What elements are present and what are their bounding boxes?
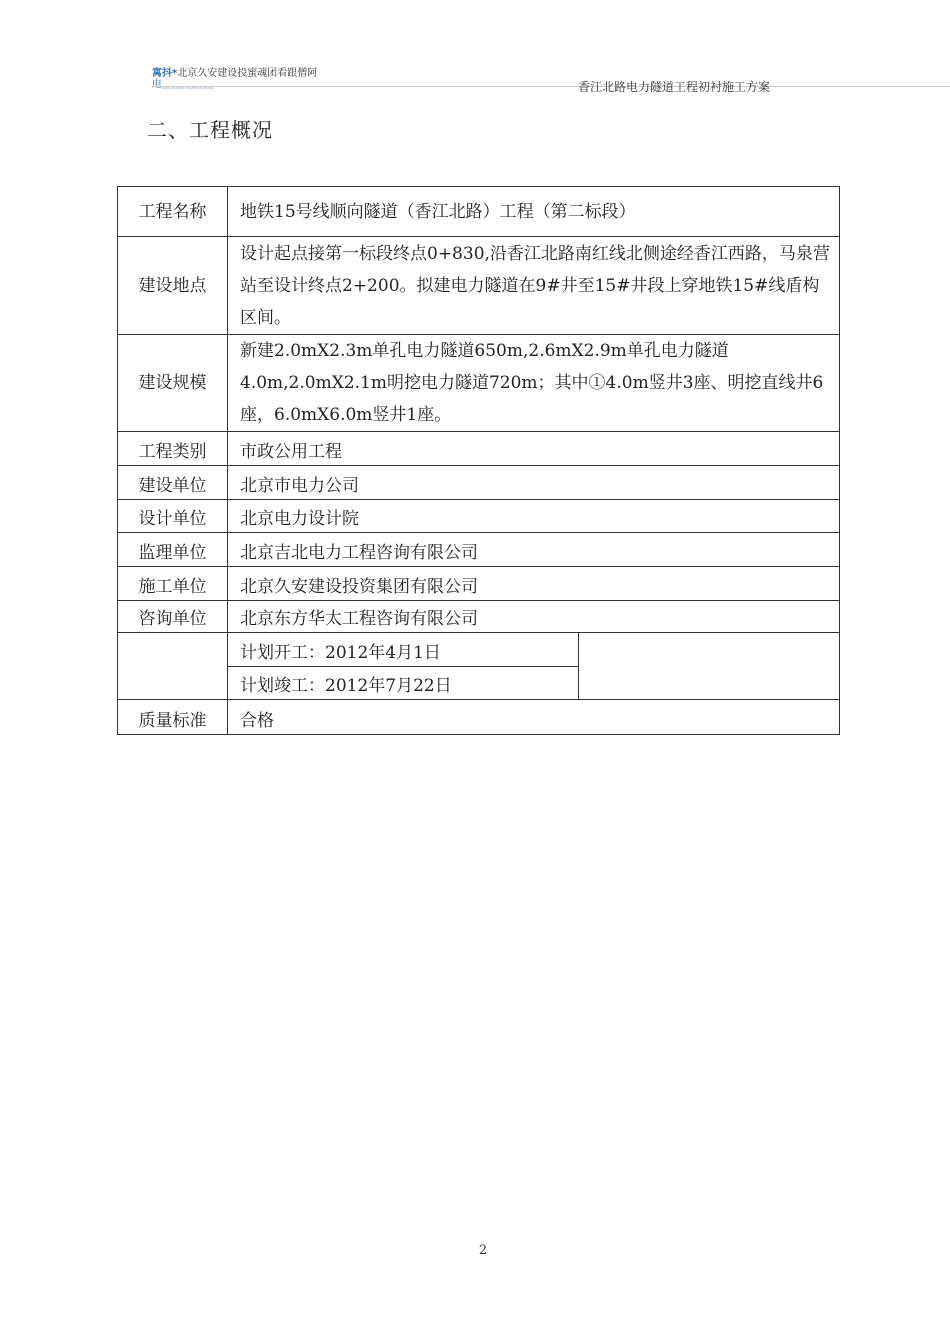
project-overview-table	[117, 186, 840, 735]
row-label: 设计单位	[118, 500, 228, 533]
row-label: 工程类别	[118, 432, 228, 466]
row-value: 地铁15号线顺向隧道（香江北路）工程（第二标段）	[228, 187, 840, 237]
schedule-empty-cell	[579, 633, 840, 700]
row-value: 北京市电力公司	[228, 466, 840, 500]
row-value: 市政公用工程	[228, 432, 840, 466]
logo-tiny-text: ooooooooo ooooo oooooo	[162, 85, 214, 90]
page-number: 2	[478, 1243, 488, 1258]
table-row	[118, 633, 840, 667]
table-row	[118, 187, 840, 237]
planned-completion: 计划竣工：2012年7月22日	[228, 667, 579, 700]
section-title: 二、工程概况	[147, 118, 273, 142]
logo-sub: 电	[152, 79, 162, 90]
header-logo	[152, 68, 318, 90]
row-label: 施工单位	[118, 567, 228, 601]
row-label: 建设地点	[118, 237, 228, 335]
row-label: 咨询单位	[118, 601, 228, 633]
row-value: 北京久安建设投资集团有限公司	[228, 567, 840, 601]
table-row	[118, 700, 840, 735]
table-row	[118, 567, 840, 601]
logo-company-name: 北京久安建设投蜜魂团看跟僧阿	[177, 68, 318, 79]
row-label: 监理单位	[118, 533, 228, 567]
row-label: 质量标准	[118, 700, 228, 735]
header-divider	[152, 86, 950, 87]
table-row	[118, 601, 840, 633]
table-row	[118, 466, 840, 500]
table-row	[118, 335, 840, 432]
planned-start: 计划开工：2012年4月1日	[228, 633, 579, 667]
row-value: 新建2.0mX2.3m单孔电力隧道650m,2.6mX2.9m单孔电力隧道4.0m,2.0mX2.1m明挖电力隧道720m；其中①4.0m竖井3座、明挖直线井6座，6.0mX6.0m竖井1座。	[228, 335, 840, 432]
row-label: 工程名称	[118, 187, 228, 237]
row-value: 北京东方华太工程咨询有限公司	[228, 601, 840, 633]
row-label: 建设单位	[118, 466, 228, 500]
table-row	[118, 500, 840, 533]
row-value: 合格	[228, 700, 840, 735]
table-row	[118, 237, 840, 335]
row-label: 建设规模	[118, 335, 228, 432]
schedule-label	[118, 633, 228, 700]
row-value: 设计起点接第一标段终点0+830,沿香江北路南红线北侧途经香江西路，马泉营站至设计终点2+200。拟建电力隧道在9#井至15#井段上穿地铁15#线盾构区间。	[228, 237, 840, 335]
header-doc-title: 香江北路电力隧道工程初衬施工方案	[578, 80, 771, 94]
table-row	[118, 432, 840, 466]
row-value: 北京电力设计院	[228, 500, 840, 533]
row-value: 北京吉北电力工程咨询有限公司	[228, 533, 840, 567]
table-row	[118, 533, 840, 567]
logo-mark: 寓抖*	[152, 68, 178, 79]
